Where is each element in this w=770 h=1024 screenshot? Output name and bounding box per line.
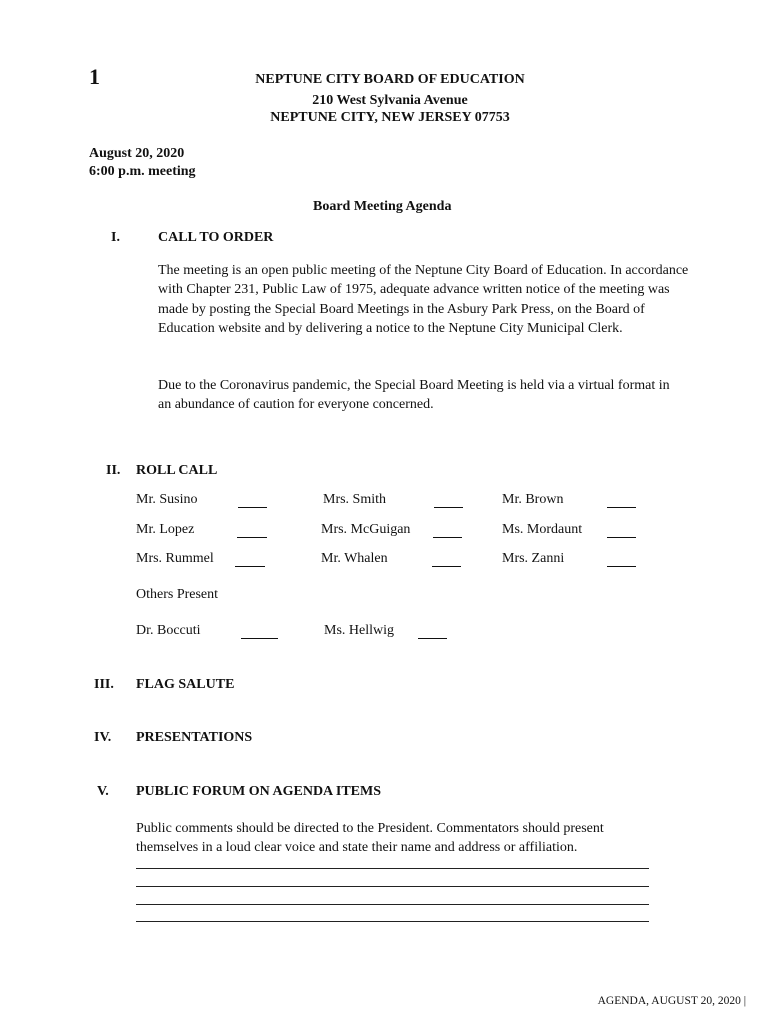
roll-call-member: Mr. Lopez — [136, 522, 195, 537]
roll-call-member: Mr. Susino — [136, 492, 198, 507]
roll-call-member: Mrs. McGuigan — [321, 522, 411, 537]
attendance-blank[interactable] — [434, 507, 463, 508]
roll-call-member: Mrs. Zanni — [502, 551, 565, 566]
org-city: NEPTUNE CITY, NEW JERSEY 07753 — [270, 110, 510, 125]
attendance-blank[interactable] — [607, 566, 636, 567]
attendance-blank[interactable] — [607, 537, 636, 538]
section-title-presentations: PRESENTATIONS — [136, 730, 253, 745]
attendance-blank[interactable] — [418, 638, 447, 639]
page-number: 1 — [89, 64, 100, 89]
comment-line[interactable] — [136, 921, 649, 922]
section-numeral-3: III. — [94, 677, 114, 692]
roll-call-member: Mr. Whalen — [321, 551, 388, 566]
attendance-blank[interactable] — [238, 507, 267, 508]
section-numeral-5: V. — [97, 784, 109, 799]
call-to-order-paragraph: The meeting is an open public meeting of the Neptune City Board of Education. In accordance with Chapter 231, Public Law of 1975, adequate advance written notice of the meeting was made by posting the Special Board Meetings in the Asbury Park Press, on the Board of Education website and by delivering a notice to the Neptune City Municipal Clerk. — [158, 263, 689, 336]
comment-line[interactable] — [136, 868, 649, 869]
roll-call-member: Mrs. Smith — [323, 492, 387, 507]
attendance-blank[interactable] — [607, 507, 636, 508]
roll-call-member: Mr. Brown — [502, 492, 564, 507]
virtual-meeting-paragraph: Due to the Coronavirus pandemic, the Special Board Meeting is held via a virtual format in an abundance of caution for everyone concerned. — [158, 378, 670, 413]
meeting-time: 6:00 p.m. meeting — [89, 164, 196, 179]
section-title-roll-call: ROLL CALL — [136, 463, 218, 478]
section-title-call-to-order: CALL TO ORDER — [158, 230, 274, 245]
attendance-blank[interactable] — [237, 537, 267, 538]
attendance-blank[interactable] — [432, 566, 461, 567]
others-present-member: Ms. Hellwig — [324, 623, 394, 638]
comment-line[interactable] — [136, 886, 649, 887]
comment-line[interactable] — [136, 904, 649, 905]
section-title-flag-salute: FLAG SALUTE — [136, 677, 235, 692]
others-present-member: Dr. Boccuti — [136, 623, 201, 638]
roll-call-member: Ms. Mordaunt — [502, 522, 583, 537]
meeting-date: August 20, 2020 — [89, 146, 185, 161]
section-numeral-4: IV. — [94, 730, 112, 745]
public-forum-paragraph: Public comments should be directed to the President. Commentators should present themselves in a loud clear voice and state their name and address or affiliation. — [136, 821, 604, 856]
section-numeral-2: II. — [106, 463, 121, 478]
attendance-blank[interactable] — [241, 638, 278, 639]
org-name: NEPTUNE CITY BOARD OF EDUCATION — [255, 72, 525, 87]
section-numeral-1: I. — [111, 230, 120, 245]
agenda-title: Board Meeting Agenda — [313, 199, 452, 214]
roll-call-member: Mrs. Rummel — [136, 551, 214, 566]
section-title-public-forum: PUBLIC FORUM ON AGENDA ITEMS — [136, 784, 382, 799]
attendance-blank[interactable] — [235, 566, 265, 567]
page-footer: AGENDA, AUGUST 20, 2020 | — [597, 995, 746, 1007]
attendance-blank[interactable] — [433, 537, 462, 538]
others-present-label: Others Present — [136, 587, 219, 602]
org-address: 210 West Sylvania Avenue — [312, 93, 468, 108]
